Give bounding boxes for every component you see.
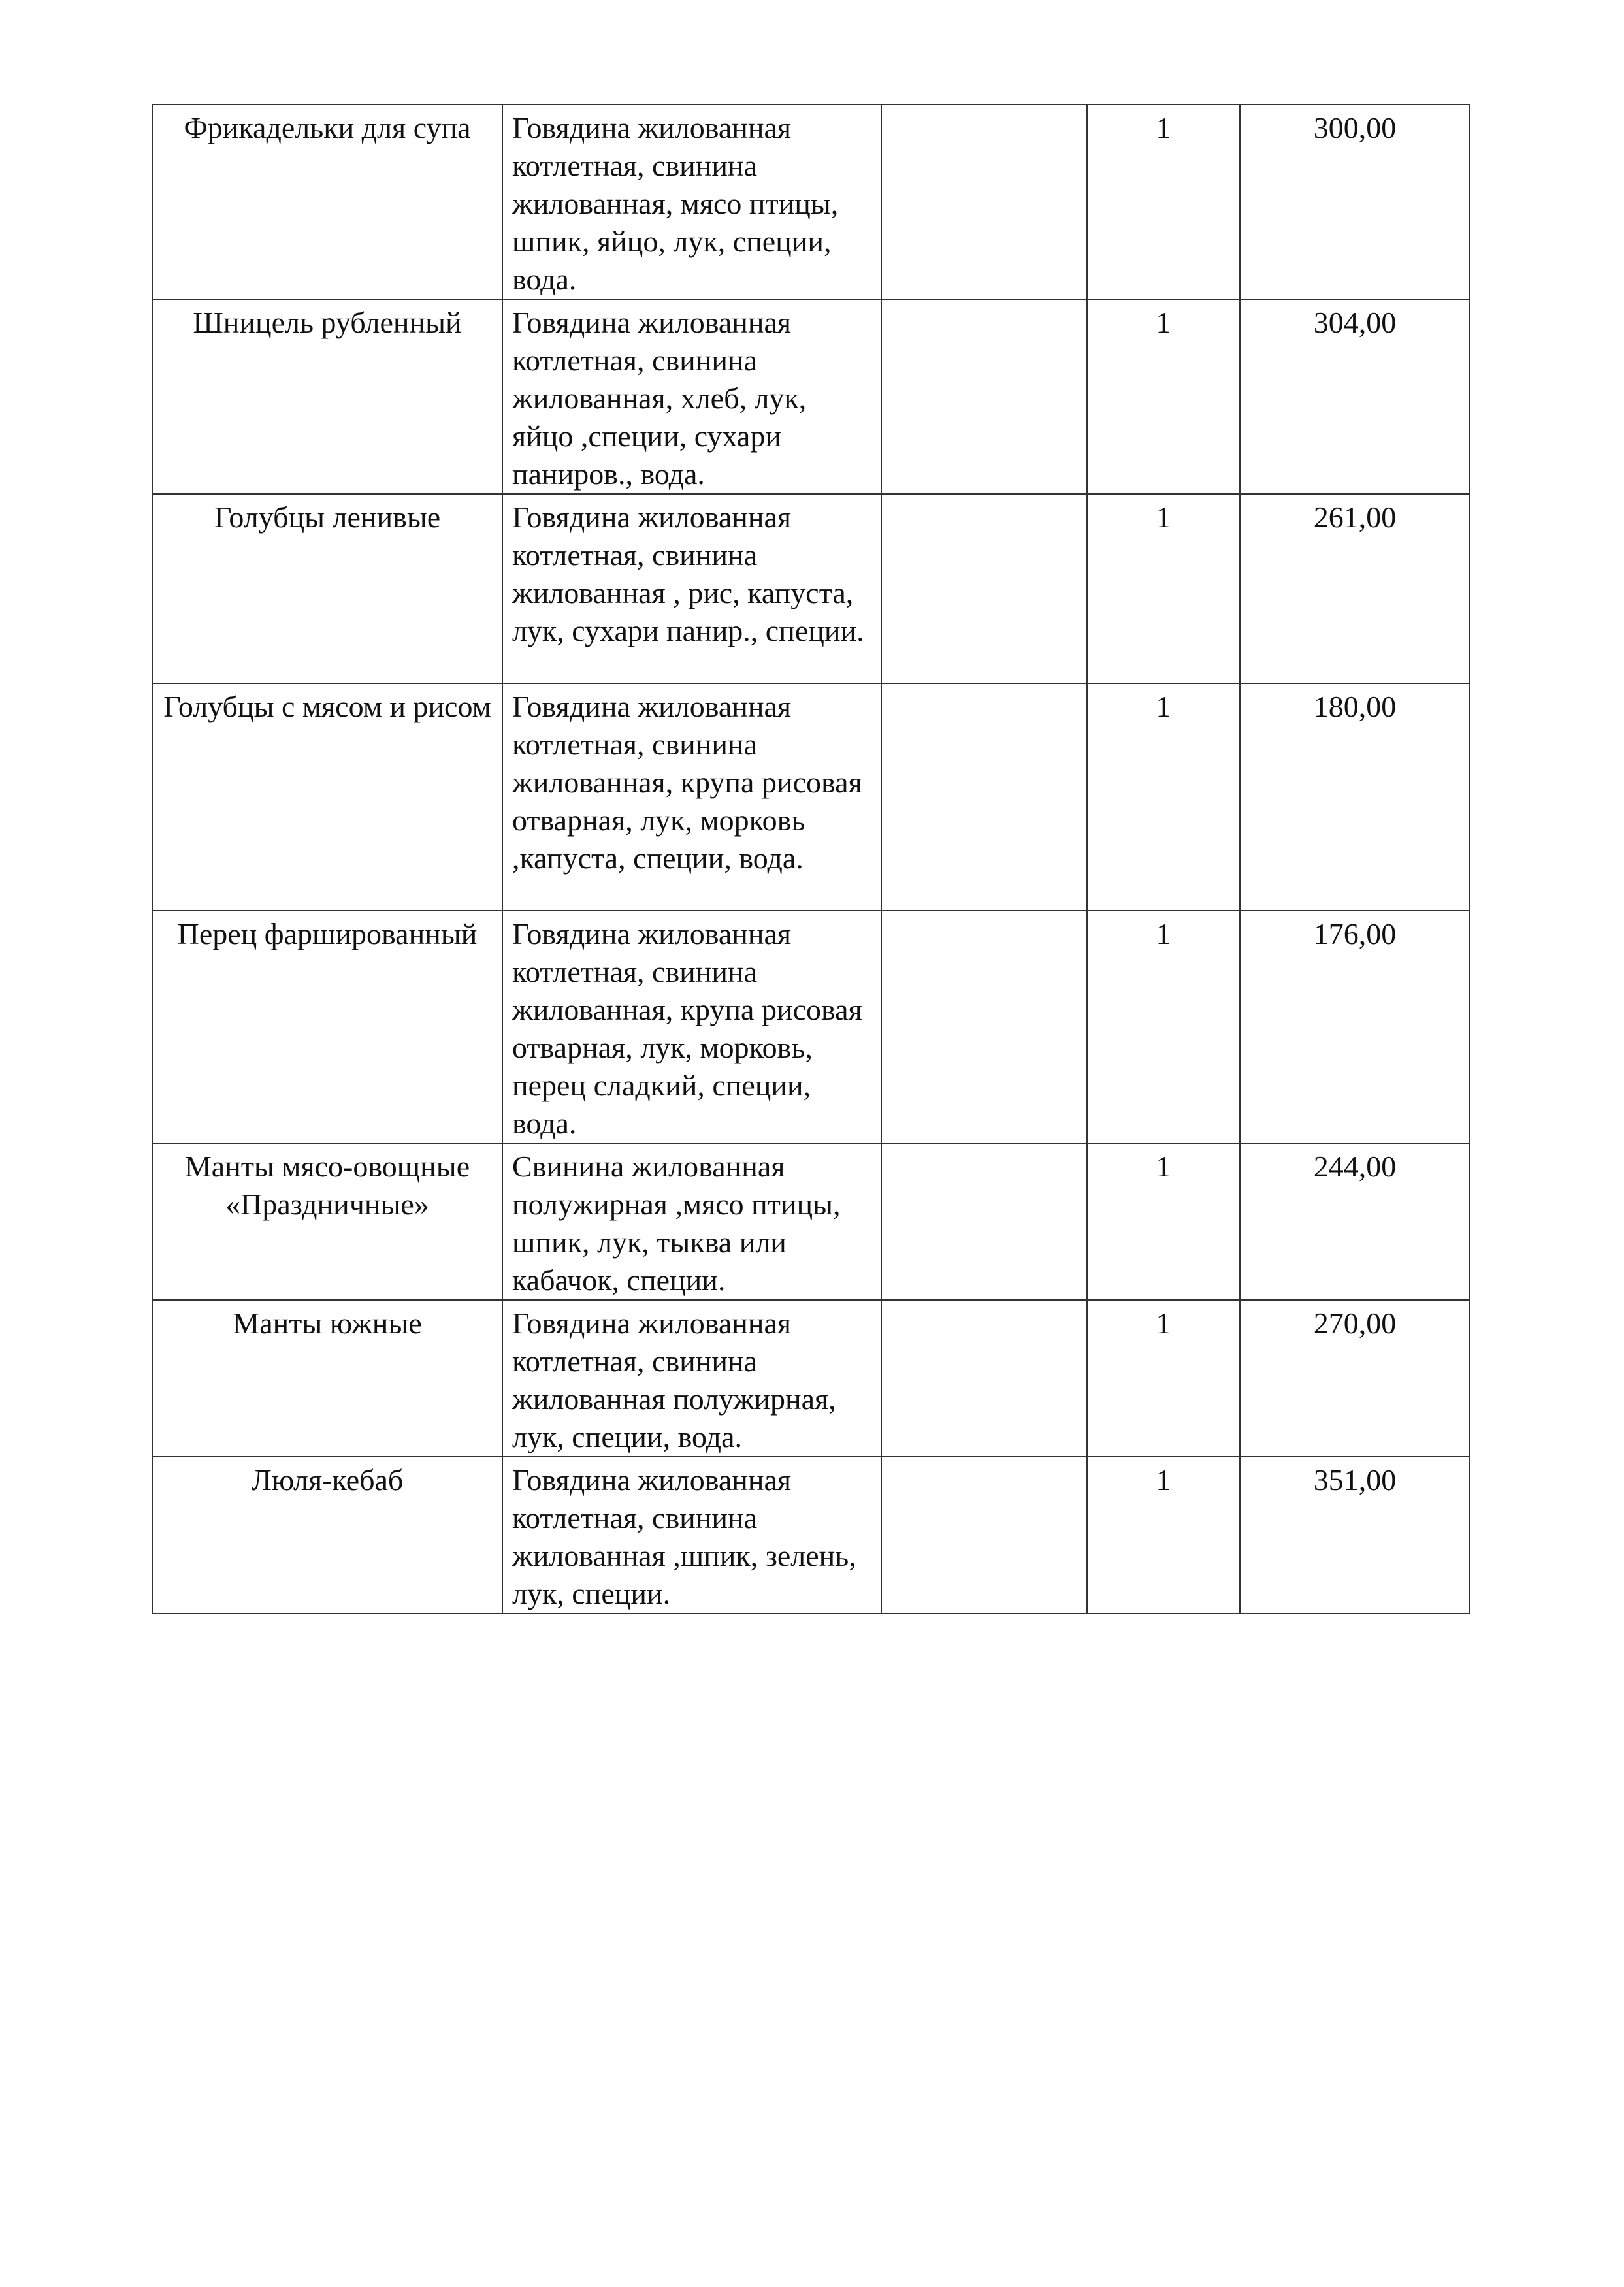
product-extra-cell bbox=[881, 683, 1087, 911]
product-name: Перец фаршированный bbox=[152, 911, 502, 1143]
product-extra-cell bbox=[881, 1143, 1087, 1300]
product-name: Манты мясо-овощные «Праздничные» bbox=[152, 1143, 502, 1300]
table-row bbox=[152, 494, 1470, 683]
product-composition: Говядина жилованная котлетная, свинина жилованная , рис, капуста, лук, сухари панир., специи. bbox=[502, 494, 881, 683]
table-row bbox=[152, 911, 1470, 1143]
product-quantity: 1 bbox=[1087, 494, 1240, 683]
product-price bbox=[1240, 1143, 1470, 1300]
product-price-value: 351,00 bbox=[1313, 1463, 1397, 1497]
table-row bbox=[152, 1457, 1470, 1614]
product-quantity: 1 bbox=[1087, 683, 1240, 911]
product-name: Люля-кебаб bbox=[152, 1457, 502, 1614]
table-row bbox=[152, 105, 1470, 299]
product-quantity: 1 bbox=[1087, 105, 1240, 299]
product-price-value: 180,00 bbox=[1313, 690, 1397, 723]
product-quantity: 1 bbox=[1087, 299, 1240, 494]
product-extra-cell bbox=[881, 105, 1087, 299]
product-composition: Свинина жилованная полужирная ,мясо птицы, шпик, лук, тыква или кабачок, специи. bbox=[502, 1143, 881, 1300]
product-price bbox=[1240, 683, 1470, 911]
product-price-value: 270,00 bbox=[1313, 1306, 1397, 1340]
product-extra-cell bbox=[881, 299, 1087, 494]
product-price-value: 244,00 bbox=[1313, 1150, 1397, 1183]
product-composition: Говядина жилованная котлетная, свинина жилованная, крупа рисовая отварная, лук, морковь ,капуста, специи, вода. bbox=[502, 683, 881, 911]
product-price-table bbox=[152, 104, 1470, 1614]
product-extra-cell bbox=[881, 1457, 1087, 1614]
product-quantity: 1 bbox=[1087, 1300, 1240, 1457]
product-composition: Говядина жилованная котлетная, свинина жилованная полужирная, лук, специи, вода. bbox=[502, 1300, 881, 1457]
product-price-value: 261,00 bbox=[1313, 500, 1397, 534]
product-name: Шницель рубленный bbox=[152, 299, 502, 494]
product-extra-cell bbox=[881, 1300, 1087, 1457]
product-price-value: 300,00 bbox=[1313, 111, 1397, 144]
product-name: Голубцы с мясом и рисом bbox=[152, 683, 502, 911]
product-price bbox=[1240, 1300, 1470, 1457]
product-price bbox=[1240, 1457, 1470, 1614]
product-composition: Говядина жилованная котлетная, свинина жилованная, мясо птицы, шпик, яйцо, лук, специи, вода. bbox=[502, 105, 881, 299]
product-name: Манты южные bbox=[152, 1300, 502, 1457]
table-row bbox=[152, 1143, 1470, 1300]
table-row bbox=[152, 683, 1470, 911]
product-composition: Говядина жилованная котлетная, свинина жилованная ,шпик, зелень, лук, специи. bbox=[502, 1457, 881, 1614]
product-price-value: 176,00 bbox=[1313, 917, 1397, 950]
product-extra-cell bbox=[881, 911, 1087, 1143]
product-name: Фрикадельки для супа bbox=[152, 105, 502, 299]
product-composition: Говядина жилованная котлетная, свинина жилованная, крупа рисовая отварная, лук, морковь, перец сладкий, специи, вода. bbox=[502, 911, 881, 1143]
product-quantity: 1 bbox=[1087, 1143, 1240, 1300]
product-price bbox=[1240, 911, 1470, 1143]
product-composition: Говядина жилованная котлетная, свинина жилованная, хлеб, лук, яйцо ,специи, сухари паниров., вода. bbox=[502, 299, 881, 494]
product-price bbox=[1240, 299, 1470, 494]
product-price bbox=[1240, 494, 1470, 683]
table-row bbox=[152, 1300, 1470, 1457]
table-row bbox=[152, 299, 1470, 494]
product-quantity: 1 bbox=[1087, 1457, 1240, 1614]
product-quantity: 1 bbox=[1087, 911, 1240, 1143]
product-name: Голубцы ленивые bbox=[152, 494, 502, 683]
product-price-value: 304,00 bbox=[1313, 306, 1397, 339]
product-price bbox=[1240, 105, 1470, 299]
product-extra-cell bbox=[881, 494, 1087, 683]
